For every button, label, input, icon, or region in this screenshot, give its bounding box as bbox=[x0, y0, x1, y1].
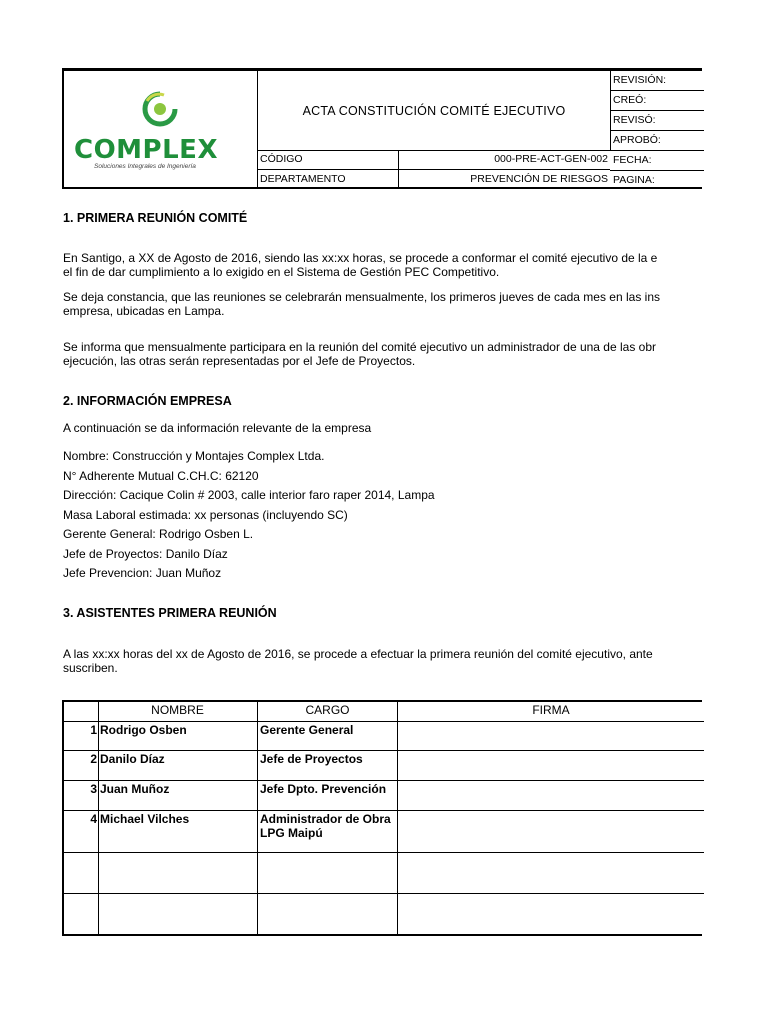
section-2-title: 2. INFORMACIÓN EMPRESA bbox=[63, 394, 232, 408]
section-1-paragraph-1: En Santigo, a XX de Agosto de 2016, siendo las xx:xx horas, se procede a conformar el comité ejecutivo de la e el fin de dar cumplimiento a lo exigido en el Sistema de Gestión PEC Competitivo. bbox=[63, 251, 658, 279]
attendees-table bbox=[62, 700, 702, 936]
revision-field: REVISIÓN: bbox=[610, 71, 704, 91]
attendee-name: Michael Vilches bbox=[100, 812, 190, 826]
creo-field: CREÓ: bbox=[610, 91, 704, 111]
document-header bbox=[62, 68, 702, 189]
row-number: 2 bbox=[90, 752, 97, 766]
column-header-nombre: NOMBRE bbox=[151, 703, 204, 717]
company-info-list bbox=[63, 449, 435, 586]
list-item: Nombre: Construcción y Montajes Complex Ltda. bbox=[63, 449, 325, 463]
section-3-paragraph: A las xx:xx horas del xx de Agosto de 2016, se procede a efectuar la primera reunión del comité ejecutivo, ante suscriben. bbox=[63, 647, 653, 675]
departamento-value: PREVENCIÓN DE RIESGOS bbox=[470, 173, 608, 185]
list-item: Jefe Prevencion: Juan Muñoz bbox=[63, 566, 222, 580]
section-1-title: 1. PRIMERA REUNIÓN COMITÉ bbox=[63, 211, 248, 225]
section-2-intro: A continuación se da información relevante de la empresa bbox=[63, 421, 372, 435]
row-number: 1 bbox=[90, 723, 97, 737]
list-item: Jefe de Proyectos: Danilo Díaz bbox=[63, 546, 228, 561]
pagina-field: PAGINA: bbox=[613, 174, 655, 186]
list-item: Gerente General: Rodrigo Osben L. bbox=[63, 527, 254, 541]
attendee-role: Jefe de Proyectos bbox=[260, 752, 363, 766]
departamento-label: DEPARTAMENTO bbox=[260, 173, 346, 185]
list-item: Dirección: Cacique Colin # 2003, calle interior faro raper 2014, Lampa bbox=[63, 488, 435, 502]
complex-logo-icon bbox=[64, 71, 257, 188]
section-1-paragraph-3: Se informa que mensualmente participara en la reunión del comité ejecutivo un administrador de una de las obr ejecución, las otras serán representadas por el Jefe de Proyectos. bbox=[63, 340, 657, 368]
list-item: N° Adherente Mutual C.CH.C: 62120 bbox=[63, 468, 259, 483]
codigo-value: 000-PRE-ACT-GEN-002 bbox=[494, 153, 608, 165]
row-number: 3 bbox=[90, 782, 97, 796]
attendee-role: Jefe Dpto. Prevención bbox=[260, 782, 387, 796]
fecha-field: FECHA: bbox=[610, 151, 704, 171]
attendee-name: Juan Muñoz bbox=[100, 782, 170, 796]
aprobo-field: APROBÓ: bbox=[610, 131, 704, 151]
column-header-cargo: CARGO bbox=[305, 703, 350, 717]
attendee-name: Rodrigo Osben bbox=[100, 723, 187, 737]
attendee-role: Administrador de Obra LPG Maipú bbox=[260, 812, 391, 840]
row-number: 4 bbox=[90, 812, 97, 826]
logo-tagline: Soluciones Integrales de Ingeniería bbox=[94, 163, 196, 170]
list-item: Masa Laboral estimada: xx personas (incluyendo SC) bbox=[63, 507, 348, 522]
logo-cell bbox=[64, 71, 258, 188]
attendee-role: Gerente General bbox=[260, 723, 354, 737]
section-3-title: 3. ASISTENTES PRIMERA REUNIÓN bbox=[63, 606, 277, 620]
document-title: ACTA CONSTITUCIÓN COMITÉ EJECUTIVO bbox=[258, 71, 611, 151]
logo-wordmark: COMPLEX bbox=[74, 135, 218, 165]
attendee-name: Danilo Díaz bbox=[100, 752, 165, 766]
section-1-paragraph-2: Se deja constancia, que las reuniones se celebrarán mensualmente, los primeros jueves de cada mes en las ins empresa, ubicadas en Lampa. bbox=[63, 290, 660, 318]
codigo-row bbox=[258, 150, 610, 170]
column-header-firma: FIRMA bbox=[532, 703, 570, 717]
codigo-label: CÓDIGO bbox=[260, 153, 303, 165]
reviso-field: REVISÓ: bbox=[610, 111, 704, 131]
departamento-row bbox=[258, 170, 610, 189]
